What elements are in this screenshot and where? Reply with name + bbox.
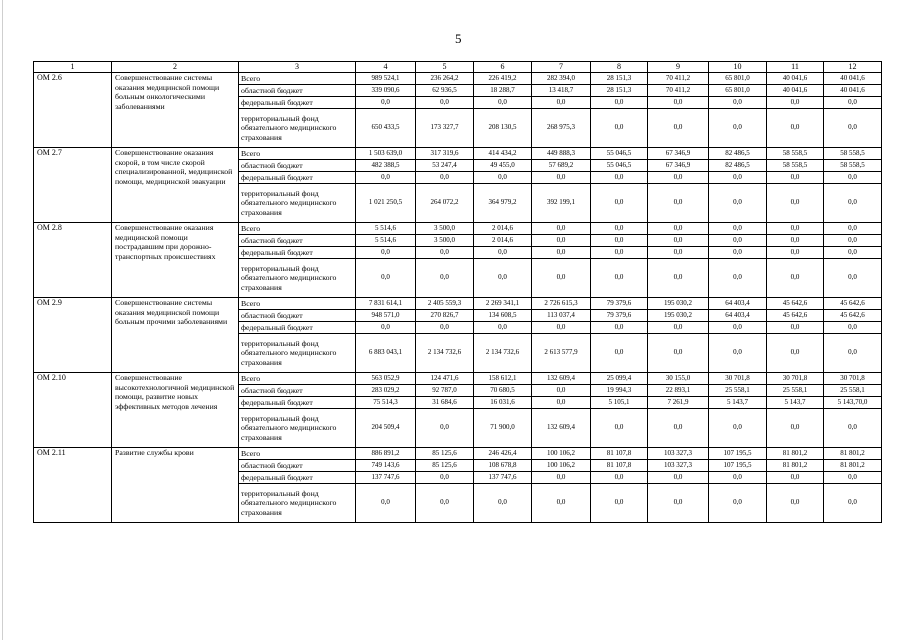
amount-cell: 82 486,5 xyxy=(709,160,767,172)
amount-cell: 71 900,0 xyxy=(474,409,532,448)
amount-cell: 0,0 xyxy=(591,172,648,184)
column-number: 12 xyxy=(824,62,882,73)
amount-cell: 0,0 xyxy=(709,247,767,259)
column-number: 7 xyxy=(532,62,591,73)
amount-cell: 124 471,6 xyxy=(416,373,474,385)
amount-cell: 30 701,8 xyxy=(824,373,882,385)
amount-cell: 0,0 xyxy=(709,109,767,148)
amount-cell: 0,0 xyxy=(767,259,824,298)
column-number: 6 xyxy=(474,62,532,73)
amount-cell: 0,0 xyxy=(709,184,767,223)
amount-cell: 67 346,9 xyxy=(648,148,709,160)
table-row xyxy=(34,148,882,160)
amount-cell: 81 801,2 xyxy=(824,448,882,460)
amount-cell: 0,0 xyxy=(824,184,882,223)
amount-cell: 67 346,9 xyxy=(648,160,709,172)
amount-cell: 0,0 xyxy=(824,235,882,247)
amount-cell: 81 107,8 xyxy=(591,460,648,472)
amount-cell: 22 893,1 xyxy=(648,385,709,397)
amount-cell: 0,0 xyxy=(532,472,591,484)
amount-cell: 65 801,0 xyxy=(709,85,767,97)
amount-cell: 0,0 xyxy=(709,259,767,298)
amount-cell: 158 612,1 xyxy=(474,373,532,385)
amount-cell: 339 090,6 xyxy=(356,85,416,97)
amount-cell: 49 455,0 xyxy=(474,160,532,172)
amount-cell: 7 831 614,1 xyxy=(356,298,416,310)
amount-cell: 208 130,5 xyxy=(474,109,532,148)
amount-cell: 40 041,6 xyxy=(824,73,882,85)
funding-source: территориальный фонд обязательного медицинского страхования xyxy=(239,109,356,148)
funding-source: территориальный фонд обязательного медицинского страхования xyxy=(239,409,356,448)
funding-source: областной бюджет xyxy=(239,160,356,172)
amount-cell: 0,0 xyxy=(648,259,709,298)
amount-cell: 0,0 xyxy=(709,409,767,448)
column-number: 11 xyxy=(767,62,824,73)
amount-cell: 0,0 xyxy=(532,397,591,409)
amount-cell: 0,0 xyxy=(591,409,648,448)
column-number: 9 xyxy=(648,62,709,73)
amount-cell: 132 609,4 xyxy=(532,409,591,448)
amount-cell: 0,0 xyxy=(767,172,824,184)
amount-cell: 0,0 xyxy=(648,184,709,223)
amount-cell: 45 642,6 xyxy=(767,310,824,322)
amount-cell: 0,0 xyxy=(532,223,591,235)
amount-cell: 0,0 xyxy=(416,247,474,259)
funding-source: территориальный фонд обязательного медицинского страхования xyxy=(239,334,356,373)
amount-cell: 0,0 xyxy=(356,259,416,298)
amount-cell: 0,0 xyxy=(416,259,474,298)
measure-code: ОМ 2.8 xyxy=(34,223,112,298)
column-number: 2 xyxy=(112,62,239,73)
amount-cell: 0,0 xyxy=(709,472,767,484)
page-edge-line xyxy=(2,0,3,640)
amount-cell: 0,0 xyxy=(767,97,824,109)
amount-cell: 0,0 xyxy=(824,109,882,148)
amount-cell: 0,0 xyxy=(767,322,824,334)
amount-cell: 0,0 xyxy=(648,109,709,148)
amount-cell: 25 099,4 xyxy=(591,373,648,385)
amount-cell: 113 037,4 xyxy=(532,310,591,322)
amount-cell: 0,0 xyxy=(591,223,648,235)
amount-cell: 989 524,1 xyxy=(356,73,416,85)
amount-cell: 100 106,2 xyxy=(532,448,591,460)
column-number: 10 xyxy=(709,62,767,73)
table-row xyxy=(34,298,882,310)
funding-source: федеральный бюджет xyxy=(239,397,356,409)
amount-cell: 40 041,6 xyxy=(767,85,824,97)
amount-cell: 92 787,0 xyxy=(416,385,474,397)
amount-cell: 1 021 250,5 xyxy=(356,184,416,223)
amount-cell: 30 701,8 xyxy=(709,373,767,385)
amount-cell: 0,0 xyxy=(767,109,824,148)
amount-cell: 45 642,6 xyxy=(767,298,824,310)
amount-cell: 82 486,5 xyxy=(709,148,767,160)
amount-cell: 2 014,6 xyxy=(474,235,532,247)
amount-cell: 0,0 xyxy=(648,247,709,259)
amount-cell: 64 403,4 xyxy=(709,298,767,310)
amount-cell: 0,0 xyxy=(767,409,824,448)
amount-cell: 2 014,6 xyxy=(474,223,532,235)
column-number: 8 xyxy=(591,62,648,73)
table-row xyxy=(34,448,882,460)
amount-cell: 0,0 xyxy=(824,472,882,484)
amount-cell: 0,0 xyxy=(824,334,882,373)
amount-cell: 195 030,2 xyxy=(648,310,709,322)
amount-cell: 0,0 xyxy=(648,322,709,334)
measure-code: ОМ 2.6 xyxy=(34,73,112,148)
amount-cell: 103 327,3 xyxy=(648,460,709,472)
amount-cell: 5 514,6 xyxy=(356,223,416,235)
amount-cell: 5 143,7 xyxy=(709,397,767,409)
amount-cell: 0,0 xyxy=(356,322,416,334)
amount-cell: 108 678,8 xyxy=(474,460,532,472)
amount-cell: 195 030,2 xyxy=(648,298,709,310)
amount-cell: 173 327,7 xyxy=(416,109,474,148)
amount-cell: 0,0 xyxy=(648,334,709,373)
amount-cell: 65 801,0 xyxy=(709,73,767,85)
amount-cell: 107 195,5 xyxy=(709,448,767,460)
amount-cell: 0,0 xyxy=(709,484,767,523)
amount-cell: 85 125,6 xyxy=(416,448,474,460)
amount-cell: 13 418,7 xyxy=(532,85,591,97)
measure-name: Совершенствование системы оказания медицинской помощи больным прочими заболеваниями xyxy=(112,298,239,373)
amount-cell: 0,0 xyxy=(356,172,416,184)
amount-cell: 0,0 xyxy=(532,97,591,109)
amount-cell: 0,0 xyxy=(474,484,532,523)
funding-source: областной бюджет xyxy=(239,235,356,247)
amount-cell: 0,0 xyxy=(591,334,648,373)
column-number: 1 xyxy=(34,62,112,73)
amount-cell: 2 726 615,3 xyxy=(532,298,591,310)
amount-cell: 0,0 xyxy=(824,172,882,184)
amount-cell: 0,0 xyxy=(474,259,532,298)
amount-cell: 0,0 xyxy=(532,385,591,397)
amount-cell: 2 405 559,3 xyxy=(416,298,474,310)
amount-cell: 204 509,4 xyxy=(356,409,416,448)
funding-source: федеральный бюджет xyxy=(239,322,356,334)
amount-cell: 392 199,1 xyxy=(532,184,591,223)
amount-cell: 0,0 xyxy=(709,322,767,334)
amount-cell: 0,0 xyxy=(356,97,416,109)
measure-code: ОМ 2.10 xyxy=(34,373,112,448)
amount-cell: 0,0 xyxy=(591,484,648,523)
amount-cell: 16 031,6 xyxy=(474,397,532,409)
amount-cell: 137 747,6 xyxy=(356,472,416,484)
page-number: 5 xyxy=(455,31,462,46)
amount-cell: 0,0 xyxy=(532,247,591,259)
funding-source: областной бюджет xyxy=(239,310,356,322)
amount-cell: 482 388,5 xyxy=(356,160,416,172)
amount-cell: 886 891,2 xyxy=(356,448,416,460)
amount-cell: 0,0 xyxy=(709,172,767,184)
amount-cell: 31 684,6 xyxy=(416,397,474,409)
amount-cell: 0,0 xyxy=(767,223,824,235)
amount-cell: 0,0 xyxy=(648,409,709,448)
measure-code: ОМ 2.7 xyxy=(34,148,112,223)
amount-cell: 28 151,3 xyxy=(591,73,648,85)
amount-cell: 5 143,7 xyxy=(767,397,824,409)
amount-cell: 25 558,1 xyxy=(767,385,824,397)
amount-cell: 0,0 xyxy=(709,223,767,235)
amount-cell: 948 571,0 xyxy=(356,310,416,322)
amount-cell: 81 801,2 xyxy=(767,448,824,460)
amount-cell: 0,0 xyxy=(648,97,709,109)
amount-cell: 5 105,1 xyxy=(591,397,648,409)
amount-cell: 0,0 xyxy=(648,472,709,484)
amount-cell: 0,0 xyxy=(767,334,824,373)
amount-cell: 0,0 xyxy=(767,235,824,247)
funding-source: территориальный фонд обязательного медицинского страхования xyxy=(239,484,356,523)
amount-cell: 246 426,4 xyxy=(474,448,532,460)
amount-cell: 62 936,5 xyxy=(416,85,474,97)
amount-cell: 0,0 xyxy=(591,97,648,109)
amount-cell: 3 500,0 xyxy=(416,235,474,247)
amount-cell: 53 247,4 xyxy=(416,160,474,172)
amount-cell: 0,0 xyxy=(824,97,882,109)
measure-name: Совершенствование системы оказания медицинской помощи больным онкологическими заболеваниями xyxy=(112,73,239,148)
amount-cell: 0,0 xyxy=(591,472,648,484)
amount-cell: 650 433,5 xyxy=(356,109,416,148)
amount-cell: 0,0 xyxy=(356,484,416,523)
amount-cell: 0,0 xyxy=(648,484,709,523)
amount-cell: 0,0 xyxy=(416,172,474,184)
amount-cell: 0,0 xyxy=(709,235,767,247)
amount-cell: 5 514,6 xyxy=(356,235,416,247)
amount-cell: 268 975,3 xyxy=(532,109,591,148)
table-row xyxy=(34,73,882,85)
amount-cell: 0,0 xyxy=(356,247,416,259)
funding-source: областной бюджет xyxy=(239,385,356,397)
amount-cell: 0,0 xyxy=(824,484,882,523)
amount-cell: 283 029,2 xyxy=(356,385,416,397)
amount-cell: 45 642,6 xyxy=(824,310,882,322)
amount-cell: 2 613 577,9 xyxy=(532,334,591,373)
amount-cell: 0,0 xyxy=(648,235,709,247)
amount-cell: 25 558,1 xyxy=(824,385,882,397)
amount-cell: 0,0 xyxy=(416,409,474,448)
amount-cell: 28 151,3 xyxy=(591,85,648,97)
amount-cell: 5 143,70,0 xyxy=(824,397,882,409)
amount-cell: 0,0 xyxy=(532,172,591,184)
amount-cell: 0,0 xyxy=(416,322,474,334)
measure-name: Совершенствование высокотехнологичной медицинской помощи, развитие новых эффективных методов лечения xyxy=(112,373,239,448)
amount-cell: 30 701,8 xyxy=(767,373,824,385)
amount-cell: 3 500,0 xyxy=(416,223,474,235)
amount-cell: 0,0 xyxy=(532,484,591,523)
amount-cell: 79 379,6 xyxy=(591,310,648,322)
funding-source: областной бюджет xyxy=(239,85,356,97)
amount-cell: 264 072,2 xyxy=(416,184,474,223)
funding-source: Всего xyxy=(239,223,356,235)
amount-cell: 25 558,1 xyxy=(709,385,767,397)
funding-source: Всего xyxy=(239,73,356,85)
amount-cell: 0,0 xyxy=(532,259,591,298)
amount-cell: 0,0 xyxy=(767,484,824,523)
amount-cell: 55 046,5 xyxy=(591,160,648,172)
funding-source: Всего xyxy=(239,373,356,385)
funding-source: федеральный бюджет xyxy=(239,172,356,184)
amount-cell: 58 558,5 xyxy=(767,160,824,172)
amount-cell: 0,0 xyxy=(591,235,648,247)
amount-cell: 137 747,6 xyxy=(474,472,532,484)
amount-cell: 103 327,3 xyxy=(648,448,709,460)
amount-cell: 0,0 xyxy=(416,472,474,484)
amount-cell: 70 680,5 xyxy=(474,385,532,397)
amount-cell: 85 125,6 xyxy=(416,460,474,472)
amount-cell: 0,0 xyxy=(709,97,767,109)
table-row xyxy=(34,223,882,235)
amount-cell: 0,0 xyxy=(474,247,532,259)
measure-code: ОМ 2.9 xyxy=(34,298,112,373)
amount-cell: 270 826,7 xyxy=(416,310,474,322)
amount-cell: 749 143,6 xyxy=(356,460,416,472)
amount-cell: 0,0 xyxy=(824,247,882,259)
funding-source: территориальный фонд обязательного медицинского страхования xyxy=(239,184,356,223)
measure-code: ОМ 2.11 xyxy=(34,448,112,523)
amount-cell: 414 434,2 xyxy=(474,148,532,160)
amount-cell: 317 319,6 xyxy=(416,148,474,160)
amount-cell: 0,0 xyxy=(591,247,648,259)
budget-table xyxy=(33,61,882,523)
amount-cell: 236 264,2 xyxy=(416,73,474,85)
amount-cell: 449 888,3 xyxy=(532,148,591,160)
amount-cell: 563 052,9 xyxy=(356,373,416,385)
table-row xyxy=(34,373,882,385)
amount-cell: 2 134 732,6 xyxy=(474,334,532,373)
amount-cell: 2 134 732,6 xyxy=(416,334,474,373)
amount-cell: 55 046,5 xyxy=(591,148,648,160)
amount-cell: 19 994,3 xyxy=(591,385,648,397)
measure-name: Совершенствование оказания скорой, в том числе скорой специализированной, медицинской помощи, медицинской эвакуации xyxy=(112,148,239,223)
column-number: 3 xyxy=(239,62,356,73)
amount-cell: 226 419,2 xyxy=(474,73,532,85)
amount-cell: 100 106,2 xyxy=(532,460,591,472)
amount-cell: 0,0 xyxy=(416,484,474,523)
amount-cell: 0,0 xyxy=(416,97,474,109)
amount-cell: 58 558,5 xyxy=(824,148,882,160)
amount-cell: 0,0 xyxy=(474,97,532,109)
amount-cell: 1 503 639,0 xyxy=(356,148,416,160)
amount-cell: 0,0 xyxy=(591,322,648,334)
column-number: 5 xyxy=(416,62,474,73)
amount-cell: 0,0 xyxy=(591,184,648,223)
amount-cell: 0,0 xyxy=(824,409,882,448)
amount-cell: 0,0 xyxy=(767,247,824,259)
table-body xyxy=(34,62,882,523)
amount-cell: 45 642,6 xyxy=(824,298,882,310)
amount-cell: 0,0 xyxy=(824,322,882,334)
funding-source: федеральный бюджет xyxy=(239,247,356,259)
amount-cell: 0,0 xyxy=(474,172,532,184)
amount-cell: 282 394,0 xyxy=(532,73,591,85)
amount-cell: 6 883 043,1 xyxy=(356,334,416,373)
amount-cell: 0,0 xyxy=(767,184,824,223)
amount-cell: 58 558,5 xyxy=(824,160,882,172)
amount-cell: 64 403,4 xyxy=(709,310,767,322)
measure-name: Развитие службы крови xyxy=(112,448,239,523)
column-number-row xyxy=(34,62,882,73)
amount-cell: 0,0 xyxy=(532,235,591,247)
amount-cell: 132 609,4 xyxy=(532,373,591,385)
amount-cell: 70 411,2 xyxy=(648,85,709,97)
funding-source: Всего xyxy=(239,448,356,460)
amount-cell: 18 288,7 xyxy=(474,85,532,97)
amount-cell: 0,0 xyxy=(824,259,882,298)
amount-cell: 0,0 xyxy=(648,223,709,235)
measure-name: Совершенствование оказания медицинской помощи пострадавшим при дорожно-транспортных происшествиях xyxy=(112,223,239,298)
amount-cell: 81 107,8 xyxy=(591,448,648,460)
column-number: 4 xyxy=(356,62,416,73)
amount-cell: 40 041,6 xyxy=(824,85,882,97)
amount-cell: 0,0 xyxy=(591,109,648,148)
funding-source: областной бюджет xyxy=(239,460,356,472)
amount-cell: 75 514,3 xyxy=(356,397,416,409)
amount-cell: 134 608,5 xyxy=(474,310,532,322)
amount-cell: 364 979,2 xyxy=(474,184,532,223)
amount-cell: 81 801,2 xyxy=(767,460,824,472)
amount-cell: 81 801,2 xyxy=(824,460,882,472)
amount-cell: 30 155,0 xyxy=(648,373,709,385)
amount-cell: 79 379,6 xyxy=(591,298,648,310)
amount-cell: 58 558,5 xyxy=(767,148,824,160)
funding-source: федеральный бюджет xyxy=(239,472,356,484)
amount-cell: 70 411,2 xyxy=(648,73,709,85)
amount-cell: 0,0 xyxy=(532,322,591,334)
amount-cell: 107 195,5 xyxy=(709,460,767,472)
amount-cell: 0,0 xyxy=(767,472,824,484)
funding-source: Всего xyxy=(239,148,356,160)
amount-cell: 0,0 xyxy=(474,322,532,334)
amount-cell: 2 269 341,1 xyxy=(474,298,532,310)
amount-cell: 0,0 xyxy=(709,334,767,373)
amount-cell: 40 041,6 xyxy=(767,73,824,85)
funding-source: федеральный бюджет xyxy=(239,97,356,109)
funding-source: Всего xyxy=(239,298,356,310)
amount-cell: 0,0 xyxy=(648,172,709,184)
amount-cell: 0,0 xyxy=(591,259,648,298)
amount-cell: 0,0 xyxy=(824,223,882,235)
funding-source: территориальный фонд обязательного медицинского страхования xyxy=(239,259,356,298)
amount-cell: 7 261,9 xyxy=(648,397,709,409)
amount-cell: 57 689,2 xyxy=(532,160,591,172)
